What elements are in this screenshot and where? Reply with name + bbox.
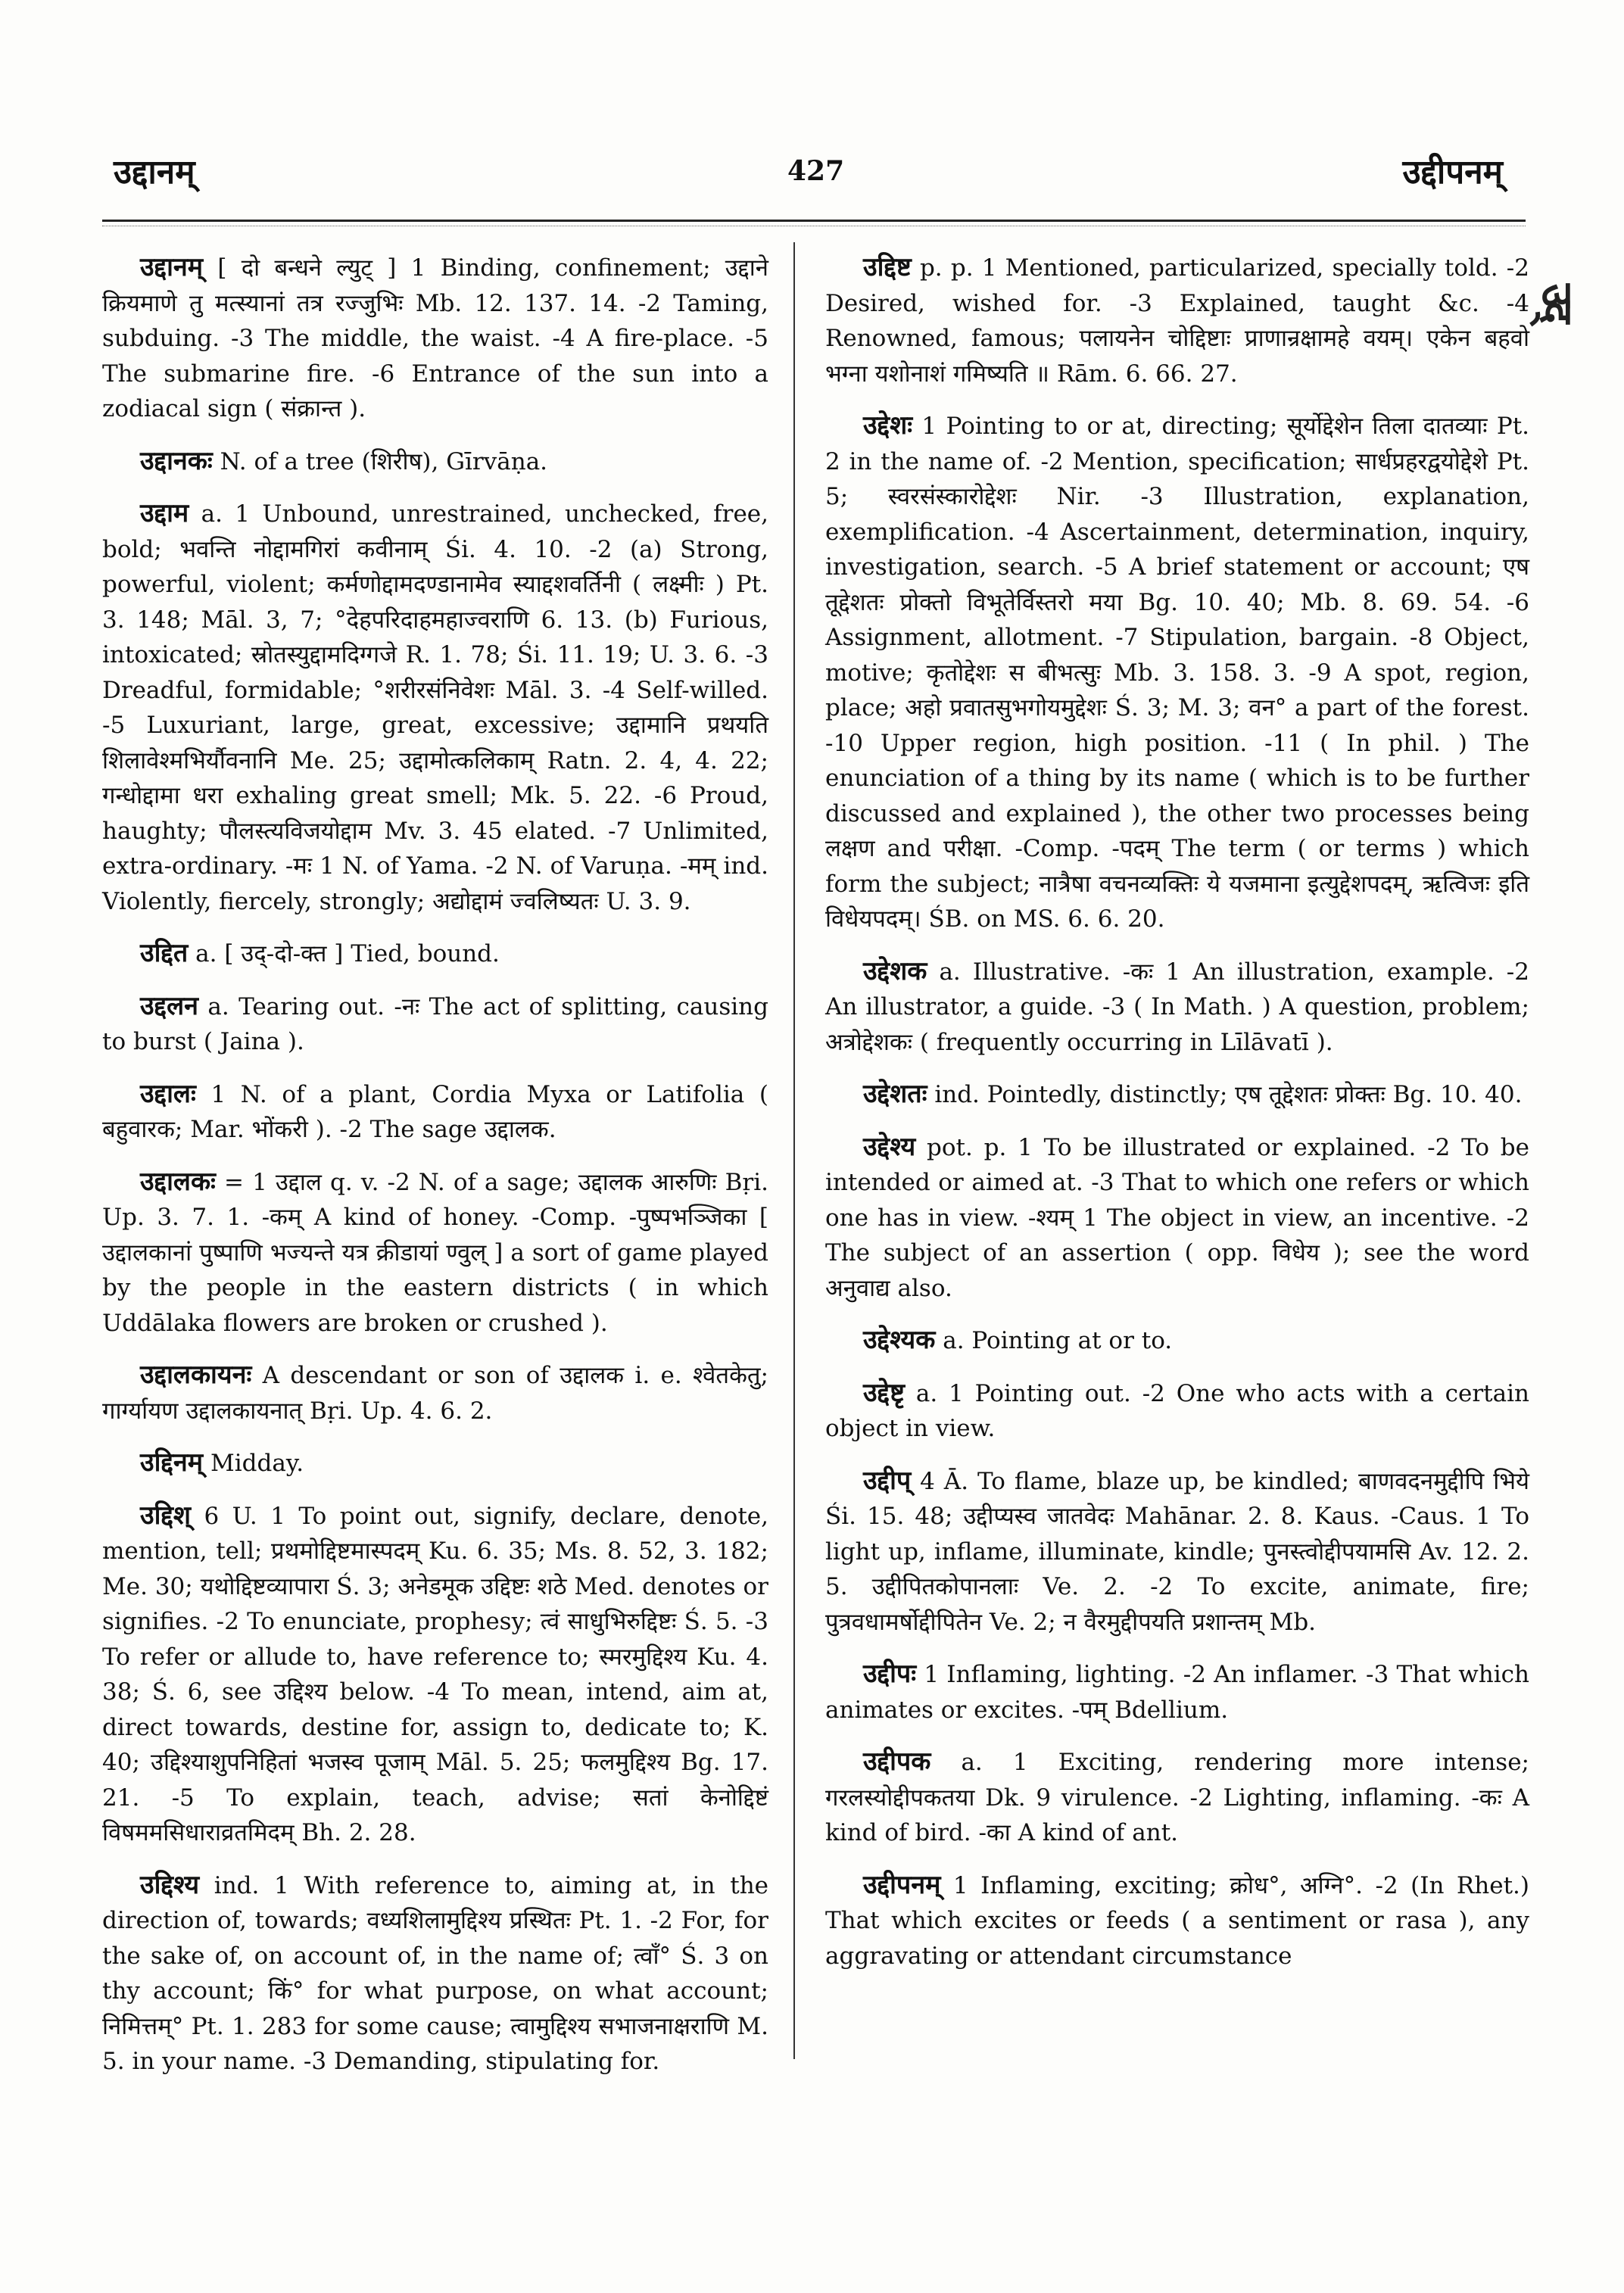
- entry-headword: उद्दिष्ट: [863, 252, 912, 282]
- left-column: [102, 250, 768, 2096]
- dictionary-entry: [825, 1744, 1529, 1851]
- entry-definition: a. Tearing out. -नः The act of splitting, causing to burst ( Jaina ).: [102, 992, 768, 1055]
- entry-headword: उद्दालकः: [140, 1166, 216, 1197]
- entry-definition: [ दो बन्धने ल्युट् ] 1 Binding, confinement; उद्दाने क्रियमाणे तु मत्स्यानां तत्र रज्जुभिः Mb. 12. 137. 14. -2 Taming, subduing. -3 The middle, the waist. -4 A fire-place. -5 The submarine fire. -6 Entrance of the sun into a zodiacal sign ( संक्रान्त ).: [102, 254, 768, 422]
- dictionary-entry: [102, 936, 768, 972]
- entry-definition: A descendant or son of उद्दालक i. e. श्वेतकेतु; गार्ग्यायण उद्दालकायनात् Bṛi. Up. 4. 6. 2.: [102, 1362, 768, 1425]
- entry-headword: उद्देश्यक: [863, 1325, 936, 1355]
- page-number: 427: [787, 155, 845, 187]
- header-left-word: उद्दानम्: [114, 153, 195, 192]
- entry-headword: उद्दालकायनः: [140, 1360, 252, 1390]
- right-column: [825, 250, 1529, 1990]
- entry-headword: उद्दानम्: [140, 252, 204, 282]
- entry-headword: उद्दीपनम्: [863, 1869, 941, 1900]
- dictionary-entry: [825, 954, 1529, 1061]
- dictionary-entry: [825, 1868, 1529, 1974]
- entry-headword: उद्दानकः: [140, 445, 213, 476]
- dictionary-entry: [825, 1656, 1529, 1728]
- entry-headword: उद्दित: [140, 938, 189, 968]
- dictionary-entry: [102, 1498, 768, 1851]
- column-divider: [793, 242, 795, 2059]
- dictionary-entry: [102, 989, 768, 1060]
- entry-definition: a. [ उद्-दो-क्त ] Tied, bound.: [195, 940, 500, 967]
- entry-definition: a. 1 Pointing out. -2 One who acts with a certain object in view.: [825, 1379, 1529, 1442]
- dictionary-entry: [825, 250, 1529, 391]
- entry-definition: 1 N. of a plant, Cordia Myxa or Latifolia ( बहुवारक; Mar. भोंकरी ). -2 The sage उद्दालक.: [102, 1080, 768, 1143]
- entry-definition: a. Pointing at or to.: [943, 1327, 1173, 1354]
- dictionary-entry: [825, 1129, 1529, 1307]
- entry-definition: Midday.: [210, 1450, 304, 1477]
- dictionary-entry: [102, 1076, 768, 1148]
- entry-definition: ind. Pointedly, distinctly; एष तूद्देशतः प्रोक्तः Bg. 10. 40.: [934, 1081, 1523, 1108]
- dictionary-entry: [102, 496, 768, 919]
- entry-headword: उद्दीप्: [863, 1465, 912, 1496]
- entry-definition: pot. p. 1 To be illustrated or explained. -2 To be intended or aimed at. -3 That to which one refers or which one has in view. -श्यम् 1 The object in view, an incentive. -2 The subject of an assertion ( opp. विधेय ); see the word अनुवाद्य also.: [825, 1133, 1529, 1302]
- entry-headword: उद्दाम: [140, 498, 189, 528]
- entry-headword: उद्दलन: [140, 990, 199, 1021]
- entry-definition: 1 Inflaming, lighting. -2 An inflamer. -3 That which animates or excites. -पम् Bdellium.: [825, 1661, 1529, 1724]
- dictionary-entry: [102, 1164, 768, 1341]
- dictionary-entry: [825, 1323, 1529, 1359]
- entry-definition: = 1 उद्दाल q. v. -2 N. of a sage; उद्दालक आरुणिः Bṛi. Up. 3. 7. 1. -कम् A kind of honey. -Comp. -पुष्पभञ्जिका [ उद्दालकानां पुष्पाणि भज्यन्ते यत्र क्रीडायां ण्वुल् ] a sort of game played by the people in the eastern districts ( in which Uddālaka flowers are broken or crushed ).: [102, 1168, 768, 1337]
- entry-headword: उद्दीपः: [863, 1659, 917, 1689]
- dictionary-entry: [825, 1076, 1529, 1113]
- dictionary-entry: [102, 1357, 768, 1428]
- entry-headword: उद्दालः: [140, 1078, 196, 1109]
- entry-headword: उद्देश्य: [863, 1131, 916, 1162]
- entry-headword: उद्देशक: [863, 955, 927, 986]
- dictionary-entry: [825, 1463, 1529, 1640]
- dictionary-entry: [102, 444, 768, 480]
- entry-definition: 4 Ā. To flame, blaze up, be kindled; बाणवदनमुद्दीपि भिये Śi. 15. 48; उद्दीप्यस्व जातवेदः Mahānar. 2. 8. Kaus. -Caus. 1 To light up, inflame, illuminate, kindle; पुनस्त्वोद्दीपयामसि Av. 12. 2. 5. उद्दीपितकोपानलाः Ve. 2. -2 To excite, animate, fire; पुत्रवधामर्षोद्दीपितेन Ve. 2; न वैरमुद्दीपयति प्रशान्तम् Mb.: [825, 1467, 1529, 1636]
- header-right-word: उद्दीपनम्: [1402, 153, 1503, 192]
- side-thumb-index: उद्: [1532, 284, 1582, 318]
- dictionary-entry: [102, 1868, 768, 2080]
- entry-definition: 1 Pointing to or at, directing; सूर्योद्देशेन तिला दातव्याः Pt. 2 in the name of. -2 Mention, specification; सार्धप्रहरद्वयोद्देशे Pt. 5; स्वरसंस्कारोद्देशः Nir. -3 Illustration, explanation, exemplification. -4 Ascertainment, determination, inquiry, investigation, search. -5 A brief statement or account; एष तूद्देशतः प्रोक्तो विभूतेर्विस्तरो मया Bg. 10. 40; Mb. 8. 69. 54. -6 Assignment, allotment. -7 Stipulation, bargain. -8 Object, motive; कृतोद्देशः स बीभत्सुः Mb. 3. 158. 3. -9 A spot, region, place; अहो प्रवातसुभगोयमुद्देशः Ś. 3; M. 3; वन° a part of the forest. -10 Upper region, high position. -11 ( In phil. ) The enunciation of a thing by its name ( which is to be further discussed and explained ), the other two processes being लक्षण and परीक्षा. -Comp. -पदम् The term ( or terms ) which form the subject; नात्रैषा वचनव्यक्तिः ये यजमाना इत्युद्देशपदम्, ऋत्विजः इति विधेयपदम्। ŚB. on MS. 6. 6. 20.: [825, 413, 1529, 933]
- entry-definition: 6 U. 1 To point out, signify, declare, denote, mention, tell; प्रथमोद्दिष्टमास्पदम् Ku. 6. 35; Ms. 8. 52, 3. 182; Me. 30; यथोद्दिष्टव्यापारा Ś. 3; अनेडमूक उद्दिष्टः शठे Med. denotes or signifies. -2 To enunciate, prophesy; त्वं साधुभिरुद्दिष्टः Ś. 5. -3 To refer or allude to, have reference to; स्मरमुद्दिश्य Ku. 4. 38; Ś. 6, see उद्दिश्य below. -4 To mean, intend, aim at, direct towards, destine for, assign to, dedicate to; K. 40; उद्दिश्याशुपनिहितां भजस्व पूजाम् Māl. 5. 25; फलमुद्दिश्य Bg. 17. 21. -5 To explain, teach, advise; सतां केनोद्दिष्टं विषममसिधाराव्रतमिदम् Bh. 2. 28.: [102, 1502, 768, 1846]
- entry-definition: a. Illustrative. -कः 1 An illustration, example. -2 An illustrator, a guide. -3 ( In Math. ) A question, problem; अत्रोद्देशकः ( frequently occurring in Līlāvatī ).: [825, 958, 1529, 1056]
- entry-headword: उद्देशतः: [863, 1079, 927, 1109]
- dictionary-entry: [825, 1375, 1529, 1447]
- entry-headword: उद्दिनम्: [140, 1447, 204, 1478]
- entry-headword: उद्देशः: [863, 410, 913, 441]
- entry-headword: उद्दिश्: [140, 1500, 192, 1531]
- dictionary-entry: [102, 250, 768, 427]
- dictionary-entry: [825, 408, 1529, 937]
- entry-definition: p. p. 1 Mentioned, particularized, specially told. -2 Desired, wished for. -3 Explained, taught &c. -4 Renowned, famous; पलायनेन चोद्दिष्टाः प्राणान्रक्षामहे वयम्। एकेन बहवो भग्ना यशोनाशं गमिष्यति ॥ Rām. 6. 66. 27.: [825, 254, 1529, 388]
- entry-definition: N. of a tree (शिरीष), Gīrvāṇa.: [220, 447, 548, 475]
- entry-definition: ind. 1 With reference to, aiming at, in the direction of, towards; वध्यशिलामुद्दिश्य प्रस्थितः Pt. 1. -2 For, for the sake of, on account of, in the name of; त्वाँ° Ś. 3 on thy account; किं° for what purpose, on what account; निमित्तम्° Pt. 1. 283 for some cause; त्वामुद्दिश्य सभाजनाक्षराणि M. 5. in your name. -3 Demanding, stipulating for.: [102, 1871, 769, 2075]
- entry-headword: उद्दीपक: [863, 1746, 931, 1777]
- entry-headword: उद्देष्टृ: [863, 1377, 905, 1408]
- entry-headword: उद्दिश्य: [140, 1869, 200, 1900]
- header-rule: [102, 220, 1526, 222]
- entry-definition: 1 Inflaming, exciting; क्रोध°, अग्नि°. -2 (In Rhet.) That which excites or feeds ( a sentiment or rasa ), any aggravating or attendant circumstance: [825, 1871, 1529, 1970]
- entry-definition: a. 1 Unbound, unrestrained, unchecked, free, bold; भवन्ति नोद्दामगिरां कवीनाम् Śi. 4. 10. -2 (a) Strong, powerful, violent; कर्मणोद्दामदण्डानामेव स्याद्दशवर्तिनी ( लक्ष्मीः ) Pt. 3. 148; Māl. 3, 7; °देहपरिदाहमहाज्वराणि 6. 13. (b) Furious, intoxicated; स्रोतस्युद्दामदिग्गजे R. 1. 78; Śi. 11. 19; U. 3. 6. -3 Dreadful, formidable; °शरीरसंनिवेशः Māl. 3. -4 Self-willed. -5 Luxuriant, large, great, excessive; उद्दामानि प्रथयति शिलावेश्मभिर्यौवनानि Me. 25; उद्दामोत्कलिकाम् Ratn. 2. 4, 4. 22; गन्धोद्दामा धरा exhaling great smell; Mk. 5. 22. -6 Proud, haughty; पौलस्त्यविजयोद्दाम Mv. 3. 45 elated. -7 Unlimited, extra-ordinary. -मः 1 N. of Yama. -2 N. of Varuṇa. -मम् ind. Violently, fiercely, strongly; अद्योद्दामं ज्वलिष्यतः U. 3. 9.: [102, 500, 768, 915]
- entry-definition: a. 1 Exciting, rendering more intense; गरलस्योद्दीपकतया Dk. 9 virulence. -2 Lighting, inflaming. -कः A kind of bird. -का A kind of ant.: [825, 1749, 1529, 1846]
- dictionary-entry: [102, 1445, 768, 1481]
